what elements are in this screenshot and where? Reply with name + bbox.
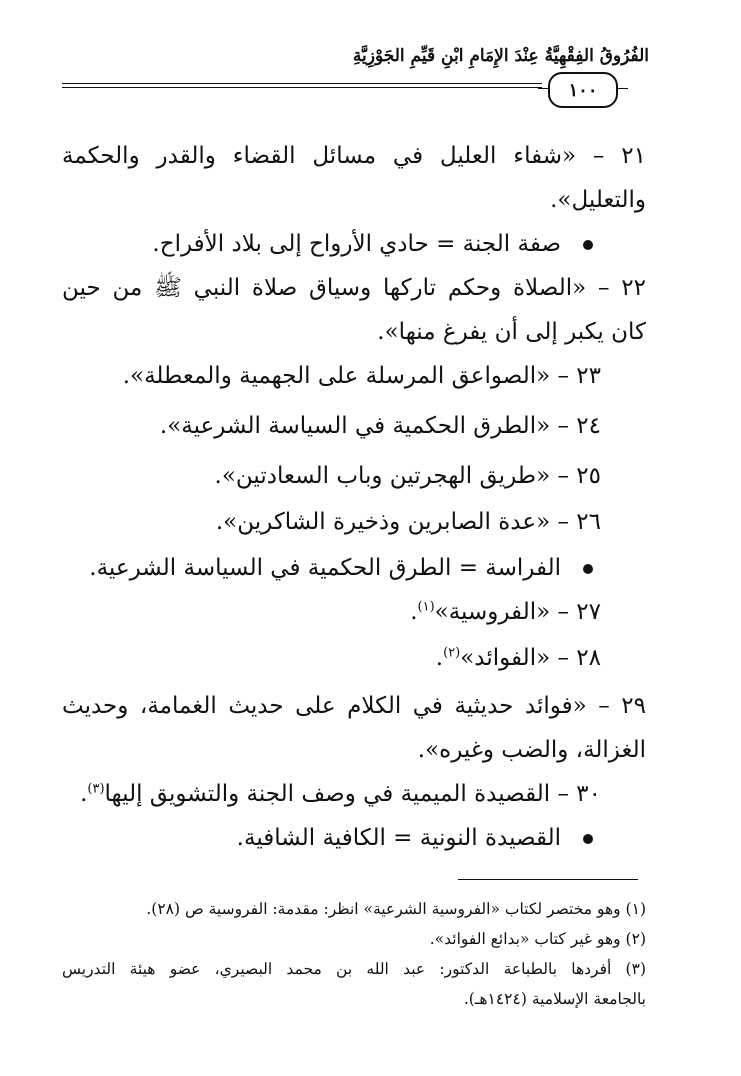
footnote-ref: (٢) <box>443 645 461 661</box>
page-number-badge <box>548 72 618 108</box>
badge-ornament <box>618 88 628 89</box>
bullet-icon <box>583 834 593 844</box>
bullet-item-jannah <box>152 227 593 261</box>
bullet-item-firasa <box>89 551 593 585</box>
header-rule <box>62 87 542 88</box>
item-end: . <box>80 781 88 807</box>
bullet-icon <box>583 564 593 574</box>
item-text: ٣٠ – القصيدة الميمية في وصف الجنة والتشويق إليها <box>104 781 601 807</box>
list-item-21-cont: والتعليل». <box>550 187 646 213</box>
bullet-icon <box>583 240 593 250</box>
item-text: ٢٧ – «الفروسية» <box>434 599 601 625</box>
list-item-28 <box>436 641 601 675</box>
running-title: الفُرُوقُ الفِقْهِيَّةُ عِنْدَ الإِمَامِ ابْنِ قَيِّمِ الجَوْزِيَّةِ <box>352 46 649 66</box>
footnote-3: (٣) أفردها بالطباعة الدكتور: عبد الله بن محمد البصيري، عضو هيئة التدريس <box>62 960 646 978</box>
badge-ornament <box>538 88 548 89</box>
list-item-30 <box>80 777 601 811</box>
list-item-21: ٢١ – «شفاء العليل في مسائل القضاء والقدر والحكمة <box>62 143 646 169</box>
item-end: . <box>435 645 444 671</box>
footnote-ref: (١) <box>417 599 435 615</box>
header-rule <box>62 83 542 84</box>
list-item-25: ٢٥ – «طريق الهجرتين وباب السعادتين». <box>214 463 601 489</box>
bullet-item-nuniya <box>237 821 593 855</box>
bullet-text: القصيدة النونية = الكافية الشافية. <box>236 825 561 851</box>
list-item-23: ٢٣ – «الصواعق المرسلة على الجهمية والمعطلة». <box>122 363 601 389</box>
footnote-2: (٢) وهو غير كتاب «بدائع الفوائد». <box>429 930 646 948</box>
list-item-22-cont: كان يكبر إلى أن يفرغ منها». <box>377 319 646 345</box>
list-item-22: ٢٢ – «الصلاة وحكم تاركها وسياق صلاة النبي ﷺ من حين <box>62 275 646 301</box>
footnote-3-cont: بالجامعة الإسلامية (١٤٢٤هـ). <box>463 990 646 1008</box>
bullet-text: صفة الجنة = حادي الأرواح إلى بلاد الأفراح. <box>152 231 561 257</box>
footnote-ref: (٣) <box>87 781 105 797</box>
list-item-29: ٢٩ – «فوائد حديثية في الكلام على حديث الغمامة، وحديث <box>62 693 646 719</box>
page-number: ١٠٠ <box>568 79 598 101</box>
footnote-1: (١) وهو مختصر لكتاب «الفروسية الشرعية» انظر: مقدمة: الفروسية ص (٢٨). <box>146 900 646 918</box>
list-item-24: ٢٤ – «الطرق الحكمية في السياسة الشرعية». <box>159 413 601 439</box>
bullet-text: الفراسة = الطرق الحكمية في السياسة الشرعية. <box>89 555 561 581</box>
list-item-26: ٢٦ – «عدة الصابرين وذخيرة الشاكرين». <box>215 509 601 535</box>
list-item-27 <box>410 595 601 629</box>
footnote-separator <box>458 879 638 880</box>
item-text: ٢٨ – «الفوائد» <box>460 645 601 671</box>
item-end: . <box>410 599 418 625</box>
list-item-29-cont: الغزالة، والضب وغيره». <box>417 737 646 763</box>
